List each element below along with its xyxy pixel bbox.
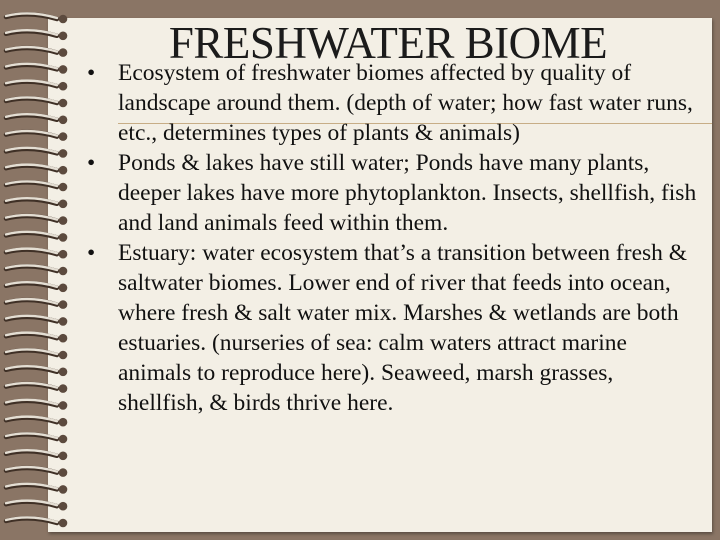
bullet-text: Ecosystem of freshwater biomes affected by quality of landscape around them. (depth of water; how fast water runs, etc., determines types of plants & animals) <box>118 60 693 146</box>
bullet-list <box>84 58 704 418</box>
spiral-coil <box>6 484 67 494</box>
spiral-coil <box>6 198 67 208</box>
bullet-text: Ponds & lakes have still water; Ponds have many plants, deeper lakes have more phytoplankton. Insects, shellfish, fish and land animals feed within them. <box>118 150 697 236</box>
spiral-coil <box>6 64 67 74</box>
spiral-coil <box>6 165 67 175</box>
slide-title: FRESHWATER BIOME <box>168 18 608 68</box>
spiral-coil <box>6 501 67 511</box>
bullet-mark: • <box>87 240 96 266</box>
bullet-mark: • <box>87 60 96 86</box>
spiral-coil <box>6 433 67 443</box>
spiral-coil <box>6 299 67 309</box>
spiral-coil <box>6 114 67 124</box>
spiral-coil <box>6 131 67 141</box>
spiral-coil <box>6 450 67 460</box>
spiral-coil <box>6 400 67 410</box>
spiral-coil <box>6 215 67 225</box>
spiral-coil <box>6 467 67 477</box>
spiral-coil <box>6 181 67 191</box>
spiral-coil <box>6 333 67 343</box>
bullet-mark: • <box>87 150 96 176</box>
spiral-coil <box>6 517 67 527</box>
spiral-coil <box>6 349 67 359</box>
spiral-coil <box>6 249 67 259</box>
spiral-coil <box>6 316 67 326</box>
spiral-binding <box>0 0 80 540</box>
bullet-text: Estuary: water ecosystem that’s a transition between fresh & saltwater biomes. Lower end of river that feeds into ocean, where fresh & salt water mix. Marshes & wetlands are both estuaries. (nurseries of sea: calm waters attract marine animals to reproduce here). Seaweed, marsh grasses, shellfish, & birds thrive here. <box>118 240 688 416</box>
bullet-item <box>84 58 704 148</box>
spiral-coil <box>6 148 67 158</box>
spiral-coil <box>6 30 67 40</box>
bullet-item <box>84 238 704 418</box>
bullet-item <box>84 148 704 238</box>
spiral-coil <box>6 81 67 91</box>
spiral-coil <box>6 366 67 376</box>
spiral-coil <box>6 265 67 275</box>
spiral-coil <box>6 97 67 107</box>
spiral-coil <box>6 47 67 57</box>
spiral-coil <box>6 282 67 292</box>
spiral-coil <box>6 417 67 427</box>
spiral-coil <box>6 232 67 242</box>
spiral-coil <box>6 383 67 393</box>
spiral-coil <box>6 13 67 23</box>
